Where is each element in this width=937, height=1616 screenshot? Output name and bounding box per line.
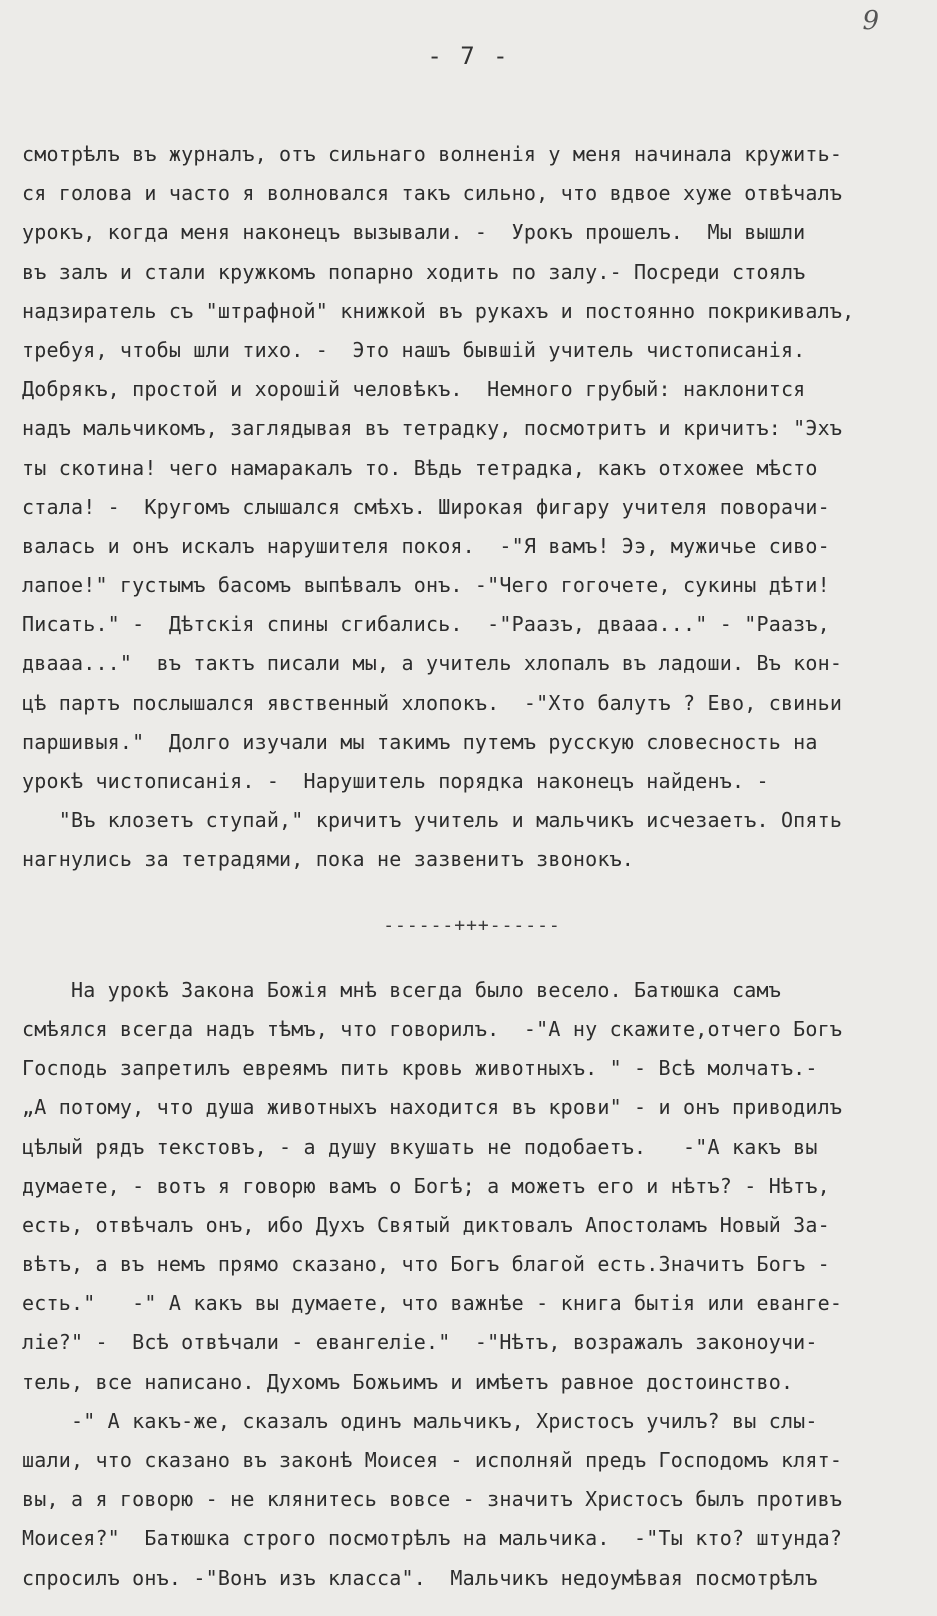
text-line: Добрякъ, простой и хорошій человѣкъ. Немного грубый: наклонится <box>22 377 806 402</box>
text-line: нагнулись за тетрадями, пока не зазвенитъ звонокъ. <box>22 847 635 872</box>
text-line: Господь запретилъ евреямъ пить кровь животныхъ. " - Всѣ молчатъ.- <box>22 1056 818 1081</box>
text-line: вѣтъ, а въ немъ прямо сказано, что Богъ благой есть.Значитъ Богъ - <box>22 1252 830 1277</box>
text-line: Моисея?" Батюшка строго посмотрѣлъ на мальчика. -"Ты кто? штунда? <box>22 1526 843 1551</box>
text-line: лапое!" густымъ басомъ выпѣвалъ онъ. -"Чего гогочете, сукины дѣти! <box>22 573 830 598</box>
text-line: смѣялся всегда надъ тѣмъ, что говорилъ. -"А ну скажите,отчего Богъ <box>22 1016 843 1041</box>
text-line: тель, все написано. Духомъ Божьимъ и имѣетъ равное достоинство. <box>22 1369 794 1394</box>
text-line: паршивыя." Долго изучали мы такимъ путемъ русскую словесность на <box>22 729 818 754</box>
text-line: Писать." - Дѣтскія спины сгибались. -"Раазъ, двааа..." - "Раазъ, <box>22 612 830 637</box>
text-line: надзиратель съ "штрафной" книжкой въ рукахъ и постоянно покрикивалъ, <box>22 298 855 323</box>
text-line: думаете, - вотъ я говорю вамъ о Богѣ; а можетъ его и нѣтъ? - Нѣтъ, <box>22 1173 830 1198</box>
spacer <box>22 945 922 971</box>
text-line: смотрѣлъ въ журналъ, отъ сильнаго волненія у меня начинала кружить- <box>22 142 843 166</box>
text-line: надъ мальчикомъ, заглядывая въ тетрадку, посмотритъ и кричитъ: "Эхъ <box>22 416 843 441</box>
text-line: „А потому, что душа животныхъ находится въ крови" - и онъ приводилъ <box>22 1095 843 1120</box>
text-line: въ залъ и стали кружкомъ попарно ходить по залу.- Посреди стоялъ <box>22 259 806 284</box>
text-line: шали, что сказано въ законѣ Моисея - исполняй предъ Господомъ клят- <box>22 1448 843 1472</box>
handwritten-page-mark: 9 <box>862 6 879 36</box>
text-line: "Въ клозетъ ступай," кричитъ учитель и мальчикъ исчезаетъ. Опять <box>22 808 843 833</box>
body-text <box>22 135 922 1598</box>
text-line: спросилъ онъ. -"Вонъ изъ класса". Мальчикъ недоумѣвая посмотрѣлъ <box>22 1565 818 1590</box>
text-line: вы, а я говорю - не клянитесь вовсе - значитъ Христосъ былъ противъ <box>22 1487 843 1512</box>
text-line: ся голова и часто я волновался такъ сильно, что вдвое хуже отвѣчалъ <box>22 181 843 206</box>
text-line: двааа..." въ тактъ писали мы, а учитель хлопалъ въ ладоши. Въ кон- <box>22 651 843 676</box>
text-line: есть." -" А какъ вы думаете, что важнѣе - книга бытія или еванге- <box>22 1291 843 1316</box>
text-line: урокѣ чистописанія. - Нарушитель порядка наконецъ найденъ. - <box>22 769 769 793</box>
text-line: ліе?" - Всѣ отвѣчали - евангеліе." -"Нѣтъ, возражалъ законоучи- <box>22 1330 818 1355</box>
spacer <box>22 880 922 906</box>
text-line: требуя, чтобы шли тихо. - Это нашъ бывшій учитель чистописанія. <box>22 337 806 362</box>
text-line: урокъ, когда меня наконецъ вызывали. - Урокъ прошелъ. Мы вышли <box>22 220 806 245</box>
text-line: -" А какъ-же, сказалъ одинъ мальчикъ, Христосъ училъ? вы слы- <box>22 1408 818 1433</box>
section-divider: ------+++------ <box>383 914 561 936</box>
page-number: - 7 - <box>427 42 510 70</box>
text-line: есть, отвѣчалъ онъ, ибо Духъ Святый диктовалъ Апостоламъ Новый За- <box>22 1212 830 1237</box>
text-line: валась и онъ искалъ нарушителя покоя. -"Я вамъ! Ээ, мужичье сиво- <box>22 533 830 558</box>
text-line: стала! - Кругомъ слышался смѣхъ. Широкая фигару учителя поворачи- <box>22 494 830 519</box>
text-line: На урокѣ Закона Божія мнѣ всегда было весело. Батюшка самъ <box>22 977 781 1002</box>
text-line: цѣлый рядъ текстовъ, - а душу вкушать не подобаетъ. -"А какъ вы <box>22 1134 818 1159</box>
text-line: ты скотина! чего намаракалъ то. Вѣдь тетрадка, какъ отхожее мѣсто <box>22 455 818 480</box>
text-line: цѣ партъ послышался явственный хлопокъ. -"Хто балутъ ? Ево, свиньи <box>22 690 843 715</box>
